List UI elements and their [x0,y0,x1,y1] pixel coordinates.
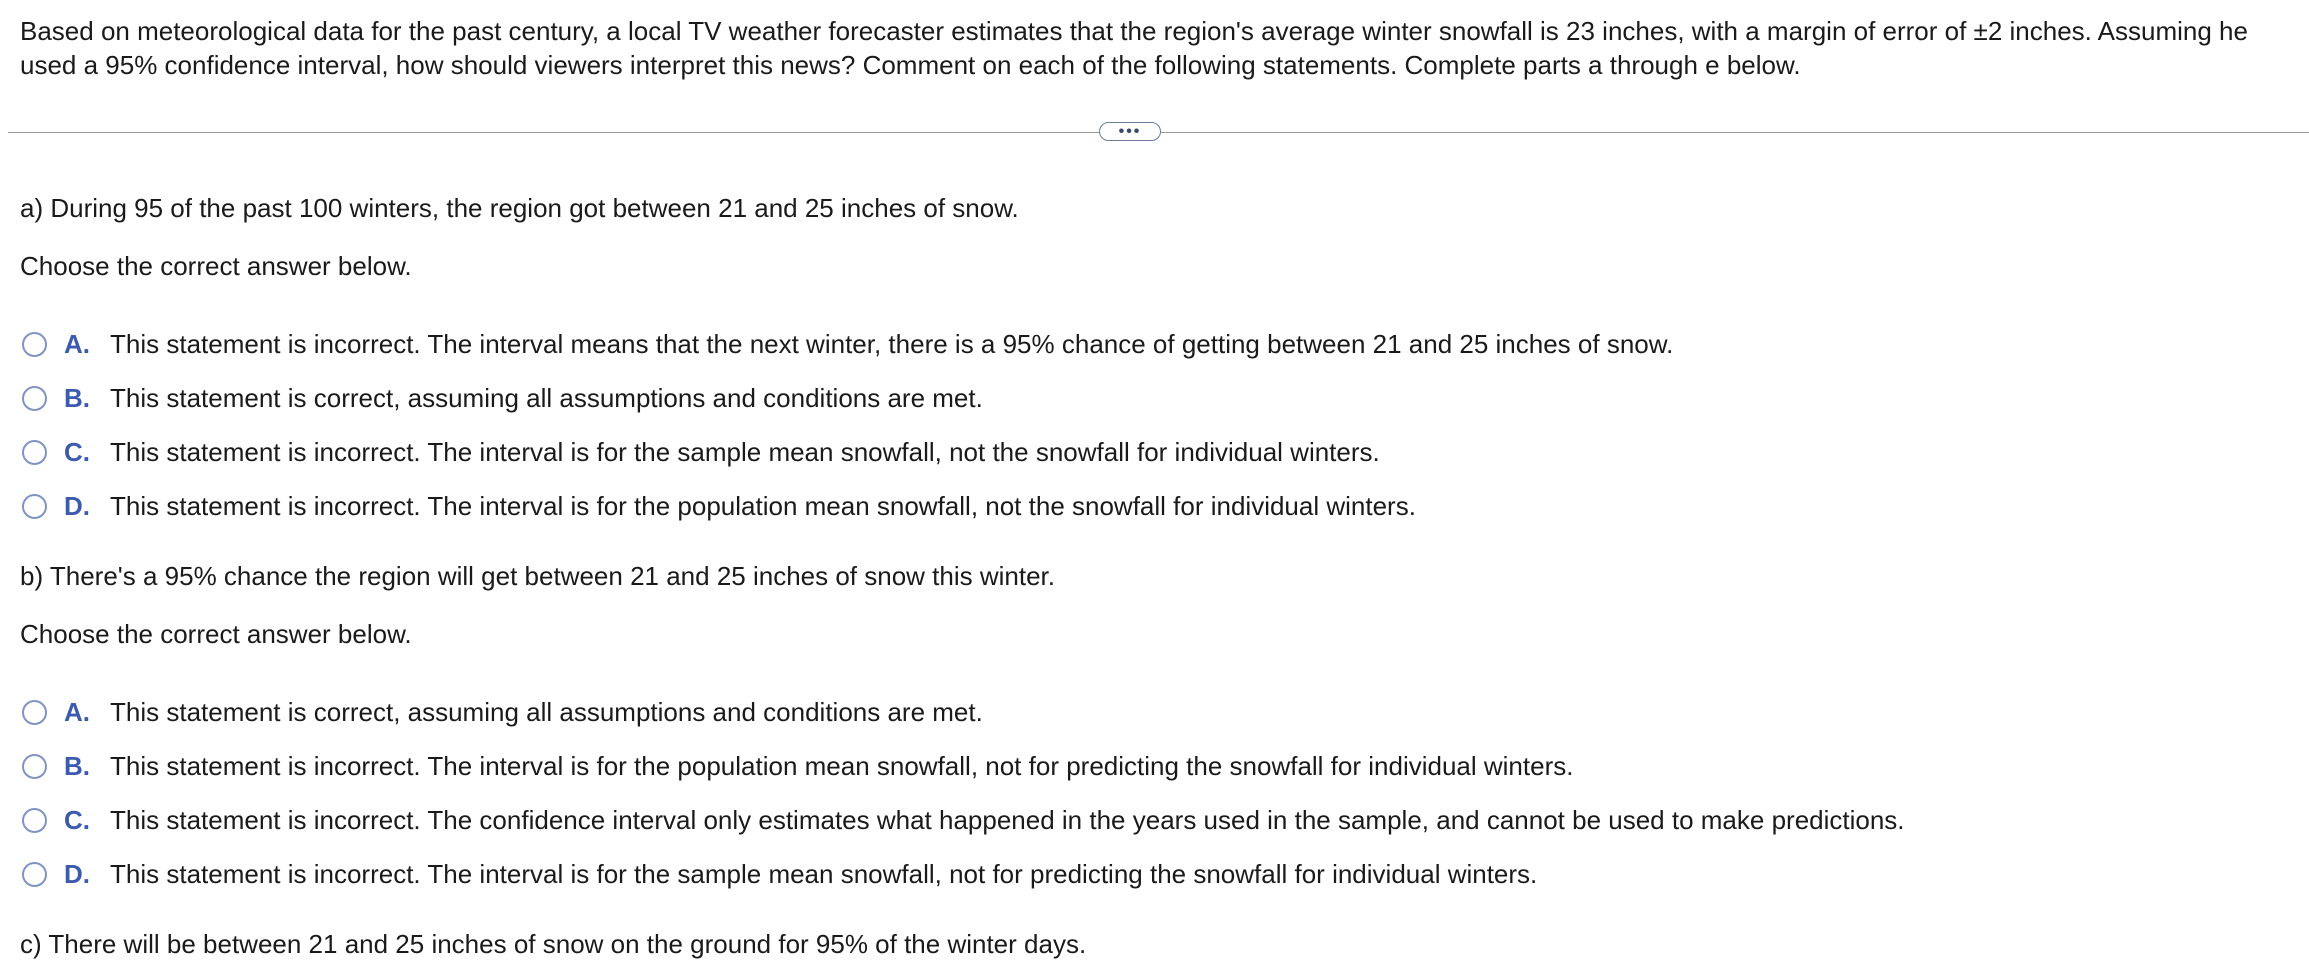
part-a-prompt: Choose the correct answer below. [20,251,412,281]
radio-button-icon[interactable] [22,754,47,779]
radio-button-icon[interactable] [22,700,47,725]
problem-statement: Based on meteorological data for the past century, a local TV weather forecaster estimates that the region's average winter snowfall is 23 inches, with a margin of error of ±2 inches. Assuming he used a 95% confidence interval, how should viewers interpret this news? Comment on each of the following statements. Complete parts a through e below. [20,16,2248,80]
option-letter: C. [64,436,90,467]
part-b-option-c[interactable] [22,803,1905,837]
radio-button-icon[interactable] [22,440,47,465]
part-a-option-a[interactable] [22,327,1673,361]
radio-button-icon[interactable] [22,386,47,411]
option-text: This statement is correct, assuming all assumptions and conditions are met. [110,696,983,727]
radio-button-icon[interactable] [22,862,47,887]
option-text: This statement is incorrect. The interval means that the next winter, there is a 95% chance of getting between 21 and 25 inches of snow. [110,328,1674,359]
part-b-option-d[interactable] [22,857,1537,891]
part-b-question: b) There's a 95% chance the region will get between 21 and 25 inches of snow this winter. [20,561,1055,591]
option-letter: C. [64,804,90,835]
expand-more-button[interactable]: ••• [1099,122,1161,141]
option-letter: A. [64,328,90,359]
part-b-prompt: Choose the correct answer below. [20,619,412,649]
option-text: This statement is incorrect. The interval is for the population mean snowfall, not for predicting the snowfall for individual winters. [110,750,1574,781]
radio-button-icon[interactable] [22,332,47,357]
option-text: This statement is incorrect. The interval is for the population mean snowfall, not the snowfall for individual winters. [110,490,1416,521]
option-letter: B. [64,750,90,781]
option-letter: A. [64,696,90,727]
part-c-question: c) There will be between 21 and 25 inches of snow on the ground for 95% of the winter days. [20,929,1087,959]
option-text: This statement is incorrect. The interval is for the sample mean snowfall, not the snowfall for individual winters. [110,436,1380,467]
option-text: This statement is incorrect. The interval is for the sample mean snowfall, not for predicting the snowfall for individual winters. [110,858,1538,889]
part-b-option-b[interactable] [22,749,1573,783]
part-a-option-b[interactable] [22,381,983,415]
option-text: This statement is correct, assuming all assumptions and conditions are met. [110,382,983,413]
option-letter: D. [64,858,90,889]
radio-button-icon[interactable] [22,808,47,833]
option-text: This statement is incorrect. The confidence interval only estimates what happened in the years used in the sample, and cannot be used to make predictions. [110,804,1905,835]
part-a-option-d[interactable] [22,489,1416,523]
part-b-option-a[interactable] [22,695,983,729]
part-a-option-c[interactable] [22,435,1380,469]
option-letter: D. [64,490,90,521]
radio-button-icon[interactable] [22,494,47,519]
part-a-question: a) During 95 of the past 100 winters, the region got between 21 and 25 inches of snow. [20,193,1019,223]
option-letter: B. [64,382,90,413]
